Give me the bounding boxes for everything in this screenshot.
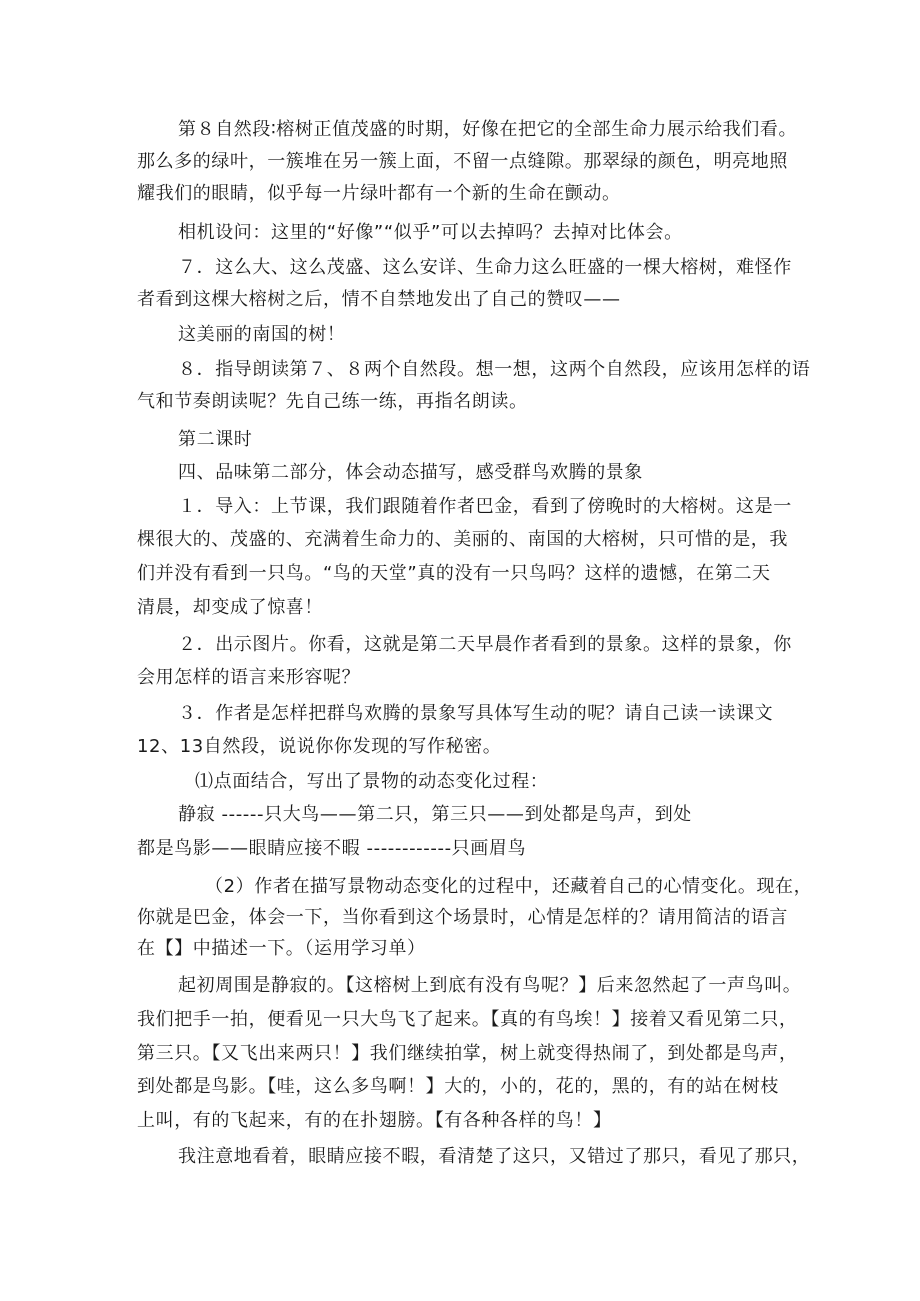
paragraph-line: 我注意地看着，眼睛应接不暇，看清楚了这只，又错过了那只，看见了那只，	[178, 1146, 811, 1167]
paragraph-line: 那么多的绿叶，一簇堆在另一簇上面，不留一点缝隙。那翠绿的颜色，明亮地照	[137, 151, 788, 172]
paragraph-line: 者看到这棵大榕树之后，情不自禁地发出了自己的赞叹——	[137, 289, 621, 310]
list-item: ⑴点面结合，写出了景物的动态变化过程：	[195, 771, 549, 792]
paragraph-line: 们并没有看到一只鸟。“鸟的天堂”真的没有一只鸟吗？这样的遗憾，在第二天	[137, 563, 771, 584]
paragraph-line: 起初周围是静寂的。【这榕树上到底有没有鸟呢？】后来忽然起了一声鸟叫。	[178, 975, 802, 996]
list-item: （2）作者在描写景物动态变化的过程中，还藏着自己的心情变化。现在，	[205, 876, 813, 897]
paragraph-line: 会用怎样的语言来形容呢？	[137, 667, 361, 688]
paragraph-line: 静寂 ------只大鸟——第二只，第三只——到处都是鸟声，到处	[178, 804, 692, 825]
paragraph-line: 上叫，有的飞起来，有的在扑翅膀。【有各种各样的鸟！】	[137, 1110, 612, 1131]
paragraph-line: 都是鸟影——眼睛应接不暇 ------------只画眉鸟	[137, 838, 527, 859]
paragraph-line: 相机设问：这里的“好像”“似乎”可以去掉吗？去掉对比体会。	[178, 222, 683, 243]
section-heading: 第二课时	[178, 429, 253, 450]
paragraph-line: 第８自然段∶榕树正值茂盛的时期，好像在把它的全部生命力展示给我们看。	[178, 119, 798, 140]
paragraph-line: 你就是巴金，体会一下，当你看到这个场景时，心情是怎样的？请用简洁的语言	[137, 907, 788, 928]
paragraph-line: 第三只。【又飞出来两只！】我们继续拍掌，树上就变得热闹了，到处都是鸟声，	[137, 1043, 798, 1064]
paragraph-line: 这美丽的南国的树！	[178, 324, 346, 345]
paragraph-line: 棵很大的、茂盛的、充满着生命力的、美丽的、南国的大榕树，只可惜的是，我	[137, 529, 788, 550]
paragraph-line: 我们把手一拍，便看见一只大鸟飞了起来。【真的有鸟埃！】接着又看见第二只，	[137, 1009, 798, 1030]
paragraph-line: 12、13自然段，说说你你发现的写作秘密。	[137, 736, 502, 757]
paragraph-line: 清晨，却变成了惊喜！	[137, 597, 323, 618]
paragraph-line: １．导入：上节课，我们跟随着作者巴金，看到了傍晚时的大榕树。这是一	[178, 496, 792, 517]
paragraph-line: ７．这么大、这么茂盛、这么安详、生命力这么旺盛的一棵大榕树，难怪作	[178, 257, 792, 278]
paragraph-line: 到处都是鸟影。【哇，这么多鸟啊！】大的，小的，花的，黑的，有的站在树枝	[137, 1076, 779, 1097]
paragraph-line: 耀我们的眼睛，似乎每一片绿叶都有一个新的生命在颤动。	[137, 183, 621, 204]
section-heading: 四、品味第二部分，体会动态描写，感受群鸟欢腾的景象	[178, 462, 643, 483]
paragraph-line: ８．指导朗读第７、８两个自然段。想一想，这两个自然段，应该用怎样的语	[178, 359, 811, 380]
paragraph-line: ２．出示图片。你看，这就是第二天早晨作者看到的景象。这样的景象，你	[178, 634, 792, 655]
paragraph-line: 在【】中描述一下。（运用学习单）	[137, 938, 426, 959]
paragraph-line: 气和节奏朗读呢？先自己练一练，再指名朗读。	[137, 391, 528, 412]
paragraph-line: ３．作者是怎样把群鸟欢腾的景象写具体写生动的呢？请自己读一读课文	[178, 703, 774, 724]
